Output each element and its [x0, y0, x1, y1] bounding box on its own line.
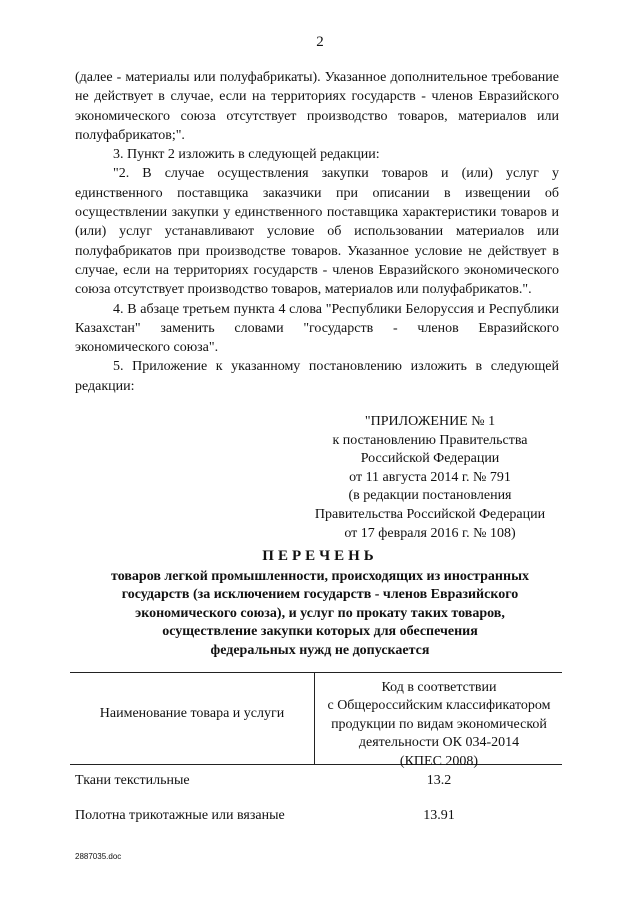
paragraph: 4. В абзаце третьем пункта 4 слова "Республики Белоруссия и Республики Казахстан" заменить словами "государств - членов Евразийского экономического союза".: [75, 301, 559, 356]
list-title-block: [60, 547, 580, 660]
table-header-name: Наименование товара и услуги: [99, 706, 285, 721]
subtitle-line: экономического союза), и услуг по прокату таких товаров,: [135, 605, 505, 621]
table-row-name: Полотна трикотажные или вязаные: [75, 808, 285, 823]
table-row-code: 13.2: [426, 773, 452, 788]
paragraph: 5. Приложение к указанному постановлению изложить в следующей редакции:: [75, 359, 559, 394]
appendix-line: к постановлению Правительства: [332, 432, 528, 448]
header-code-line: (КПЕС 2008): [399, 753, 479, 769]
table-top-border: [70, 672, 562, 673]
list-subtitle: [60, 568, 580, 661]
table-column-divider: [314, 672, 315, 764]
paragraph: "2. В случае осуществления закупки товаров и (или) услуг у единственного поставщика заказчики при описании в извещении об осуществлении закупки у единственного поставщика характеристики товаров и (или) услуг устанавливают условие об использовании материалов или полуфабрикатов при производстве товаров. Указанное условие не действует в случае, если на территориях государств - членов Евразийского экономического союза отсутствует производство товаров, материалов или полуфабрикатов.".: [75, 166, 559, 298]
appendix-line: Российской Федерации: [360, 451, 500, 467]
table-row-code: 13.91: [423, 808, 455, 823]
page-number: 2: [316, 34, 324, 50]
subtitle-line: товаров легкой промышленности, происходящих из иностранных: [111, 568, 529, 584]
subtitle-line: государств (за исключением государств - членов Евразийского: [121, 587, 519, 602]
appendix-line: от 11 августа 2014 г. № 791: [349, 469, 511, 485]
subtitle-line: осуществление закупки которых для обеспечения: [162, 624, 478, 639]
paragraph: 3. Пункт 2 изложить в следующей редакции:: [113, 147, 380, 163]
table-row-name: Ткани текстильные: [75, 773, 190, 788]
header-code-line: продукции по видам экономической: [331, 716, 547, 732]
table-header-code: [316, 679, 562, 771]
header-code-line: с Общероссийским классификатором: [327, 698, 551, 714]
body-text: [75, 68, 559, 396]
header-code-line: деятельности ОК 034-2014: [358, 735, 520, 751]
appendix-line: "ПРИЛОЖЕНИЕ № 1: [364, 414, 496, 429]
appendix-line: от 17 февраля 2016 г. № 108): [344, 525, 516, 541]
list-title: ПЕРЕЧЕНЬ: [262, 548, 378, 564]
appendix-line: (в редакции постановления: [348, 488, 512, 504]
document-footer-filename: 2887035.doc: [75, 852, 122, 861]
appendix-line: Правительства Российской Федерации: [314, 506, 546, 522]
header-code-line: Код в соответствии: [381, 680, 497, 695]
paragraph: (далее - материалы или полуфабрикаты). Указанное дополнительное требование не действует в случае, если на территориях государств - членов Евразийского экономического союза отсутствует производство товаров, материалов или полуфабрикатов;".: [75, 70, 559, 143]
subtitle-line: федеральных нужд не допускается: [210, 642, 430, 658]
appendix-header: [300, 413, 560, 543]
